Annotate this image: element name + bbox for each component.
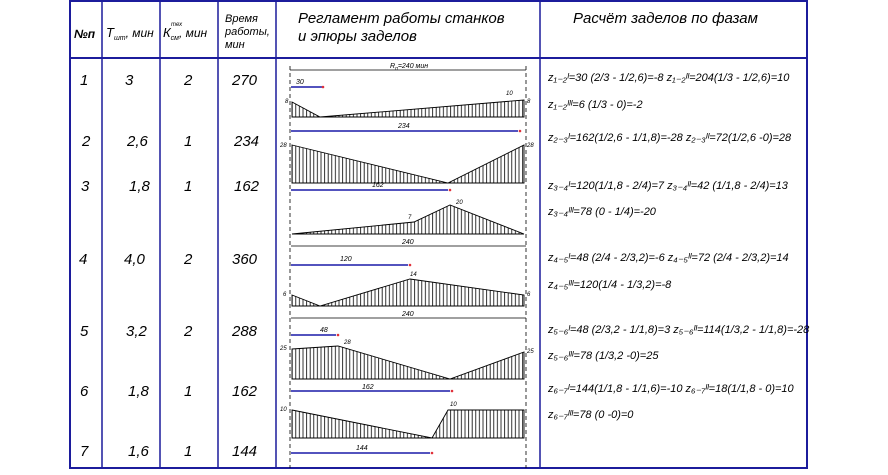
- row-6-num: 6: [80, 383, 89, 400]
- row-5-time: 288: [232, 323, 258, 340]
- formula-5-6-a: z₅₋₆ᴵ=48 (2/3,2 - 1/1,8)=3 z₅₋₆ᴵᴵ=114(1/3,2 - 1/1,8)=-28: [548, 324, 810, 336]
- formula-6-7-b: z₆₋₇ᴵᴵᴵ=78 (0 -0)=0: [548, 409, 634, 421]
- row-values: [79, 72, 260, 460]
- diagram-5-right: 25: [527, 349, 534, 355]
- formula-4-5-b: z₄₋₅ᴵᴵᴵ=120(1/4 - 1/3,2)=-8: [548, 279, 672, 291]
- row-3-t: 1,8: [129, 178, 150, 195]
- row-4-num: 4: [79, 251, 88, 268]
- formula-1-2-a: z₁₋₂ᴵ=30 (2/3 - 1/2,6)=-8 z₁₋₂ᴵᴵ=204(1/3 - 1/2,6)=10: [548, 72, 790, 84]
- header-k-sm-sup: тех: [171, 22, 183, 28]
- bar-3-end: [449, 189, 452, 192]
- diagram-1: [292, 100, 524, 117]
- table-header: [74, 10, 758, 51]
- formula-6-7-a: z₆₋₇ᴵ=144(1/1,8 - 1/1,6)=-10 z₆₋₇ᴵᴵ=18(1/1,8 - 0)=10: [548, 383, 794, 395]
- row-7-num: 7: [80, 443, 89, 460]
- header-time-l2: работы,: [225, 26, 270, 38]
- diagram-5-peak: 28: [344, 340, 351, 346]
- row-7-t: 1,6: [128, 443, 149, 460]
- bar-1-end: [322, 86, 325, 89]
- diagram-4-peak: 14: [410, 272, 417, 278]
- formula-1-2-b: z₁₋₂ᴵᴵᴵ=6 (1/3 - 0)=-2: [548, 99, 643, 111]
- formula-3-4-b: z₃₋₄ᴵᴵᴵ=78 (0 - 1/4)=-20: [548, 206, 656, 218]
- period-label: $R_п=240$ мин: [390, 63, 429, 72]
- row-6-time: 162: [232, 383, 258, 400]
- bar-2-label: 234: [398, 123, 410, 130]
- row-1-t: 3: [125, 72, 134, 89]
- phase-formulas: [547, 72, 810, 421]
- row-2-num: 2: [82, 133, 91, 150]
- row-5-k: 2: [184, 323, 193, 340]
- bar-2-end: [519, 130, 522, 133]
- row-3-num: 3: [81, 178, 90, 195]
- row-5-num: 5: [80, 323, 89, 340]
- bar-4-full-label: 240: [402, 239, 414, 246]
- row-4-time: 360: [232, 251, 258, 268]
- diagram-5: [292, 346, 524, 379]
- formula-3-4-a: z₃₋₄ᴵ=120(1/1,8 - 2/4)=7 z₃₋₄ᴵᴵ=42 (1/1,8 - 2/4)=13: [548, 180, 788, 192]
- bar-4-end: [409, 264, 412, 267]
- diagram-3-peak: 20: [456, 200, 463, 206]
- bar-7-label: 144: [356, 445, 368, 452]
- row-1-time: 270: [232, 72, 258, 89]
- row-1-num: 1: [80, 72, 89, 89]
- schedule-diagrams: [279, 63, 534, 468]
- diagram-4-left: 6: [283, 292, 287, 298]
- bar-7-end: [431, 452, 434, 455]
- formula-2-3: z₂₋₃ᴵ=162(1/2,6 - 1/1,8)=-28 z₂₋₃ᴵᴵ=72(1/2,6 -0)=28: [548, 132, 792, 144]
- diagram-3-mid: 7: [408, 215, 412, 221]
- row-7-time: 144: [232, 443, 258, 460]
- header-k-sm: $К_{см}$, мин: [163, 25, 208, 42]
- diagram-6-right: 10: [450, 402, 457, 408]
- row-6-t: 1,8: [128, 383, 149, 400]
- header-calc: Расчёт заделов по фазам: [573, 10, 758, 27]
- bar-5-label: 48: [320, 327, 328, 334]
- bar-4-label: 120: [340, 256, 352, 263]
- row-7-k: 1: [184, 443, 193, 460]
- header-schedule-l1: Регламент работы станков: [298, 10, 505, 27]
- diagram-6-left: 10: [280, 407, 287, 413]
- diagram-6: [292, 410, 524, 438]
- bar-1-label: 30: [296, 79, 304, 86]
- row-3-k: 1: [184, 178, 193, 195]
- row-2-k: 1: [184, 133, 193, 150]
- bar-3-label: 162: [372, 182, 384, 189]
- header-time-l1: Время: [225, 13, 258, 25]
- diagram-4: [292, 279, 524, 306]
- row-5-t: 3,2: [126, 323, 147, 340]
- header-num: №п: [74, 27, 96, 41]
- row-2-t: 2,6: [127, 133, 148, 150]
- header-t-sht: $Т_{шт}$, мин: [106, 25, 154, 42]
- row-1-k: 2: [184, 72, 193, 89]
- row-2-time: 234: [234, 133, 260, 150]
- bar-5-end: [337, 334, 340, 337]
- diagram-2-left: 28: [280, 143, 287, 149]
- formula-4-5-a: z₄₋₅ᴵ=48 (2/4 - 2/3,2)=-6 z₄₋₅ᴵᴵ=72 (2/4 - 2/3,2)=14: [548, 252, 789, 264]
- diagram-1-right: 8: [527, 99, 531, 105]
- bar-5-full-label: 240: [402, 311, 414, 318]
- header-time-l3: мин: [225, 39, 245, 51]
- diagram-2-right: 28: [527, 143, 534, 149]
- row-4-k: 2: [184, 251, 193, 268]
- formula-5-6-b: z₅₋₆ᴵᴵᴵ=78 (1/3,2 -0)=25: [548, 350, 659, 362]
- diagram-4-right: 6: [527, 292, 531, 298]
- header-schedule-l2: и эпюры заделов: [298, 28, 417, 45]
- diagram-1-peak: 10: [506, 91, 513, 97]
- bar-6-label: 162: [362, 384, 374, 391]
- row-6-k: 1: [184, 383, 193, 400]
- row-4-t: 4,0: [124, 251, 145, 268]
- diagram-1-left: 8: [285, 99, 289, 105]
- diagram-5-left: 25: [280, 346, 287, 352]
- bar-6-end: [451, 390, 454, 393]
- row-3-time: 162: [234, 178, 260, 195]
- diagram-2: [292, 145, 524, 183]
